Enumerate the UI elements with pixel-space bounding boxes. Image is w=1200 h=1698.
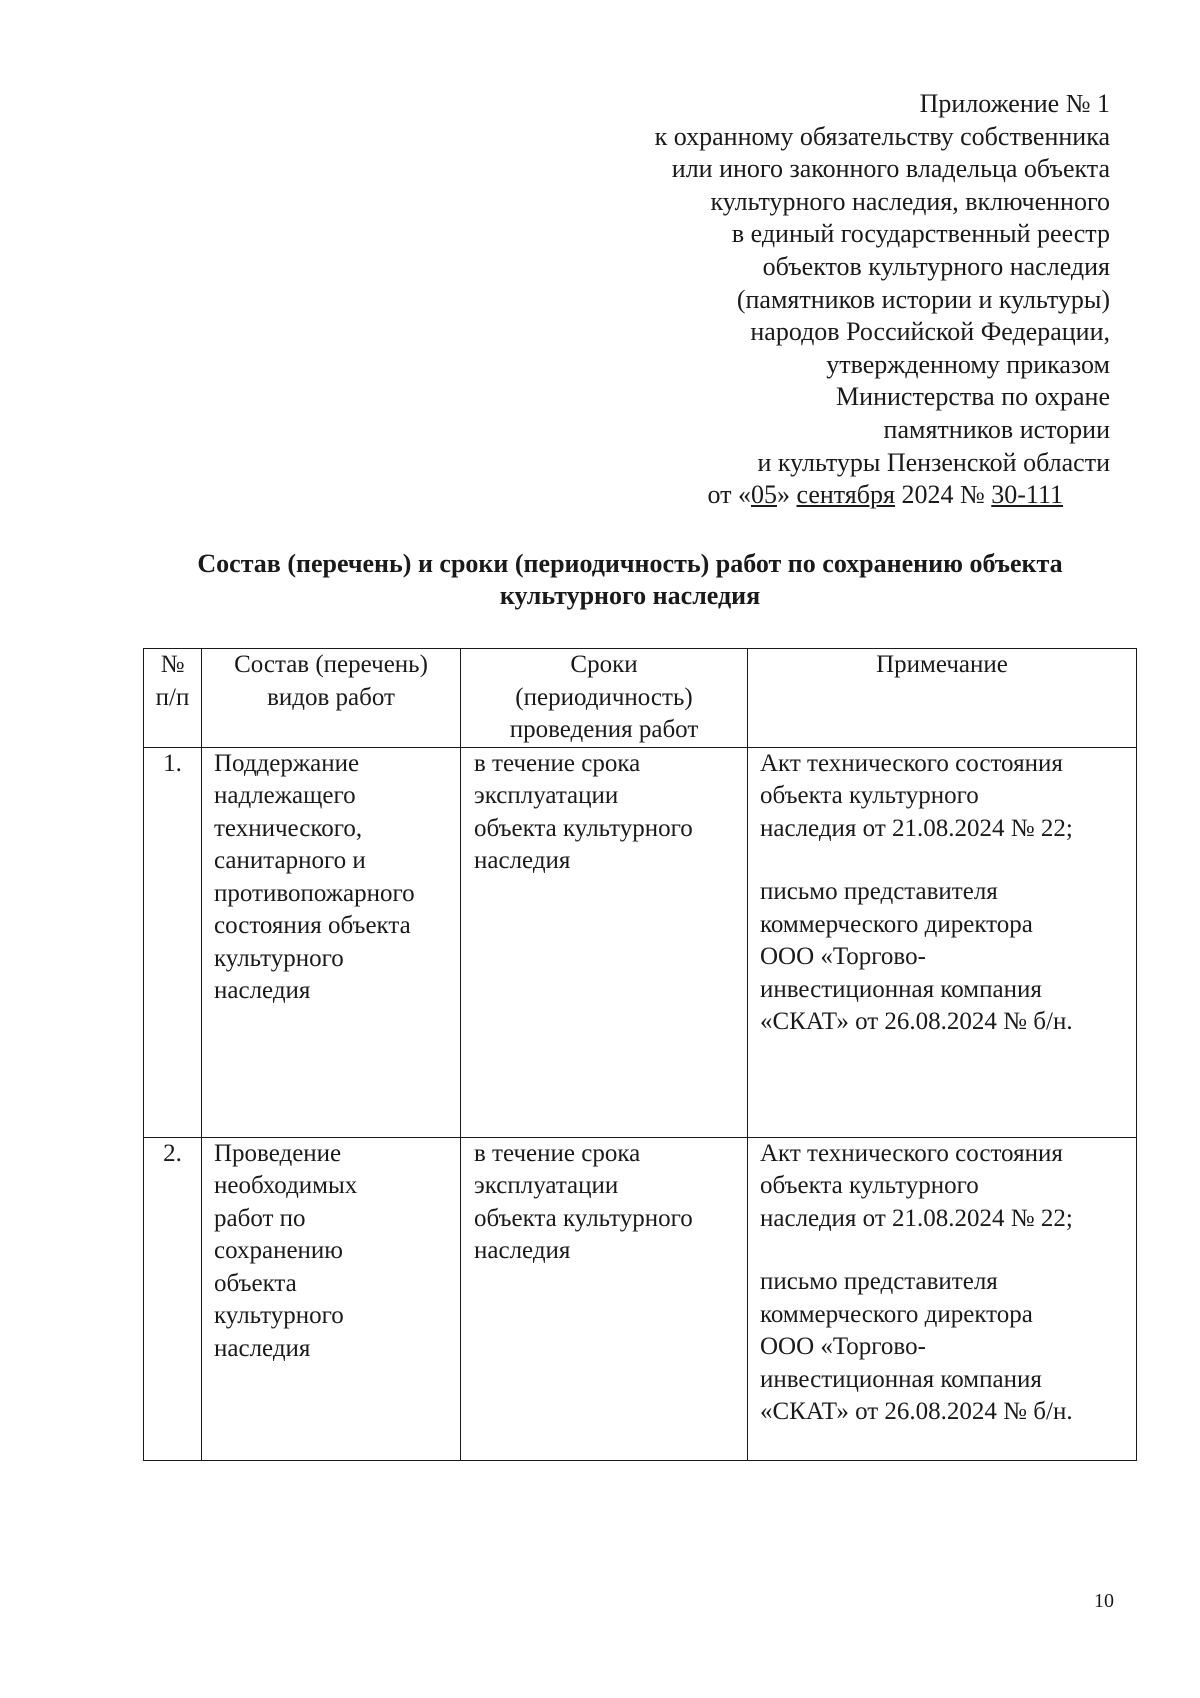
appendix-line: к охранному обязательству собственника bbox=[654, 121, 1110, 151]
document-title bbox=[0, 548, 1200, 612]
cell-line: эксплуатации bbox=[474, 782, 619, 809]
row-schedule bbox=[461, 747, 748, 1137]
cell-line: в течение срока bbox=[474, 1139, 641, 1167]
cell-line: письмо представителя bbox=[760, 1268, 998, 1295]
cell-line: надлежащего bbox=[214, 782, 356, 809]
header-work-composition bbox=[202, 649, 461, 748]
cell-line: «СКАТ» от 26.08.2024 № б/н. bbox=[760, 1008, 1073, 1035]
appendix-line: народов Российской Федерации, bbox=[750, 317, 1110, 347]
appendix-line: и культуры Пензенской области bbox=[757, 447, 1110, 477]
cell-line: наследия bbox=[474, 847, 571, 874]
paragraph-gap bbox=[760, 1235, 1128, 1266]
cell-line: наследия bbox=[474, 1237, 571, 1264]
date-year: 2024 № bbox=[894, 480, 992, 510]
cell-line: объекта bbox=[214, 1269, 297, 1297]
order-number: 30-111 bbox=[991, 480, 1063, 510]
table-header-row bbox=[144, 649, 1137, 748]
row-note bbox=[748, 1137, 1137, 1460]
appendix-line: Приложение № 1 bbox=[919, 89, 1110, 118]
row-work bbox=[202, 1137, 461, 1460]
header-schedule bbox=[461, 649, 748, 748]
cell-line: наследия bbox=[214, 1334, 311, 1362]
order-date-line bbox=[655, 479, 1110, 512]
title-line-1: Состав (перечень) и сроки (периодичность) работ по сохранению объекта bbox=[197, 549, 1063, 578]
header-text: № bbox=[160, 651, 185, 678]
title-line-2: культурного наследия bbox=[499, 581, 761, 610]
cell-line: наследия от 21.08.2024 № 22; bbox=[760, 814, 1073, 842]
date-day: 05 bbox=[750, 480, 777, 510]
cell-line: наследия bbox=[214, 977, 311, 1004]
page-number: 10 bbox=[1094, 1590, 1114, 1612]
cell-line: «СКАТ» от 26.08.2024 № б/н. bbox=[760, 1398, 1073, 1425]
cell-line: культурного bbox=[214, 1302, 344, 1329]
cell-line: коммерческого директора bbox=[760, 1300, 1033, 1328]
cell-line: письмо представителя bbox=[760, 878, 998, 905]
header-text: Примечание bbox=[876, 651, 1008, 678]
header-note bbox=[748, 649, 1137, 748]
cell-line: в течение срока bbox=[474, 749, 641, 777]
row-number: 2. bbox=[144, 1137, 202, 1460]
cell-line: противопожарного bbox=[214, 879, 415, 907]
cell-line: необходимых bbox=[214, 1172, 358, 1199]
cell-line: эксплуатации bbox=[474, 1172, 619, 1199]
date-prefix: от « bbox=[707, 480, 751, 510]
row-schedule bbox=[461, 1137, 748, 1460]
paragraph-gap bbox=[760, 845, 1128, 876]
cell-line: инвестиционная компания bbox=[760, 975, 1042, 1003]
cell-line: Акт технического состояния bbox=[760, 749, 1063, 777]
cell-line: ООО «Торгово- bbox=[760, 1333, 926, 1360]
cell-line: культурного bbox=[214, 944, 344, 972]
date-month: сентября bbox=[796, 480, 895, 510]
appendix-header bbox=[655, 88, 1110, 512]
appendix-line: Министерства по охране bbox=[836, 382, 1110, 412]
appendix-line: объектов культурного наследия bbox=[762, 251, 1110, 281]
cell-line: Акт технического состояния bbox=[760, 1139, 1063, 1167]
appendix-line: в единый государственный реестр bbox=[731, 219, 1110, 249]
cell-line: ООО «Торгово- bbox=[760, 943, 926, 970]
cell-line: коммерческого директора bbox=[760, 910, 1033, 938]
row-number: 1. bbox=[144, 747, 202, 1137]
cell-line: санитарного и bbox=[214, 847, 366, 874]
appendix-line: культурного наследия, включенного bbox=[710, 186, 1110, 216]
header-number bbox=[144, 649, 202, 748]
appendix-line: (памятников истории и культуры) bbox=[736, 284, 1110, 314]
appendix-line: утвержденному приказом bbox=[826, 349, 1110, 379]
cell-line: работ по bbox=[214, 1204, 306, 1232]
cell-line: инвестиционная компания bbox=[760, 1365, 1042, 1393]
appendix-line: памятников истории bbox=[883, 414, 1110, 444]
cell-line: состояния объекта bbox=[214, 912, 411, 939]
cell-line: объекта культурного bbox=[760, 1172, 979, 1199]
header-text: п/п bbox=[155, 683, 190, 711]
date-mid: » bbox=[776, 480, 797, 510]
header-text: видов работ bbox=[267, 683, 395, 711]
header-text: (периодичность) bbox=[515, 683, 693, 711]
row-work bbox=[202, 747, 461, 1137]
cell-line: объекта культурного bbox=[474, 814, 693, 842]
cell-line: объекта культурного bbox=[760, 782, 979, 809]
cell-line: Проведение bbox=[214, 1139, 342, 1167]
table-row bbox=[144, 747, 1137, 1137]
header-text: проведения работ bbox=[509, 716, 699, 743]
appendix-line: или иного законного владельца объекта bbox=[671, 154, 1110, 184]
header-text: Состав (перечень) bbox=[234, 651, 428, 678]
cell-line: объекта культурного bbox=[474, 1204, 693, 1232]
cell-line: сохранению bbox=[214, 1237, 343, 1264]
cell-line: наследия от 21.08.2024 № 22; bbox=[760, 1204, 1073, 1232]
cell-line: Поддержание bbox=[214, 749, 360, 777]
header-text: Сроки bbox=[570, 651, 638, 678]
row-note bbox=[748, 747, 1137, 1137]
table-row bbox=[144, 1137, 1137, 1460]
cell-line: технического, bbox=[214, 814, 363, 842]
works-table bbox=[143, 648, 1137, 1461]
